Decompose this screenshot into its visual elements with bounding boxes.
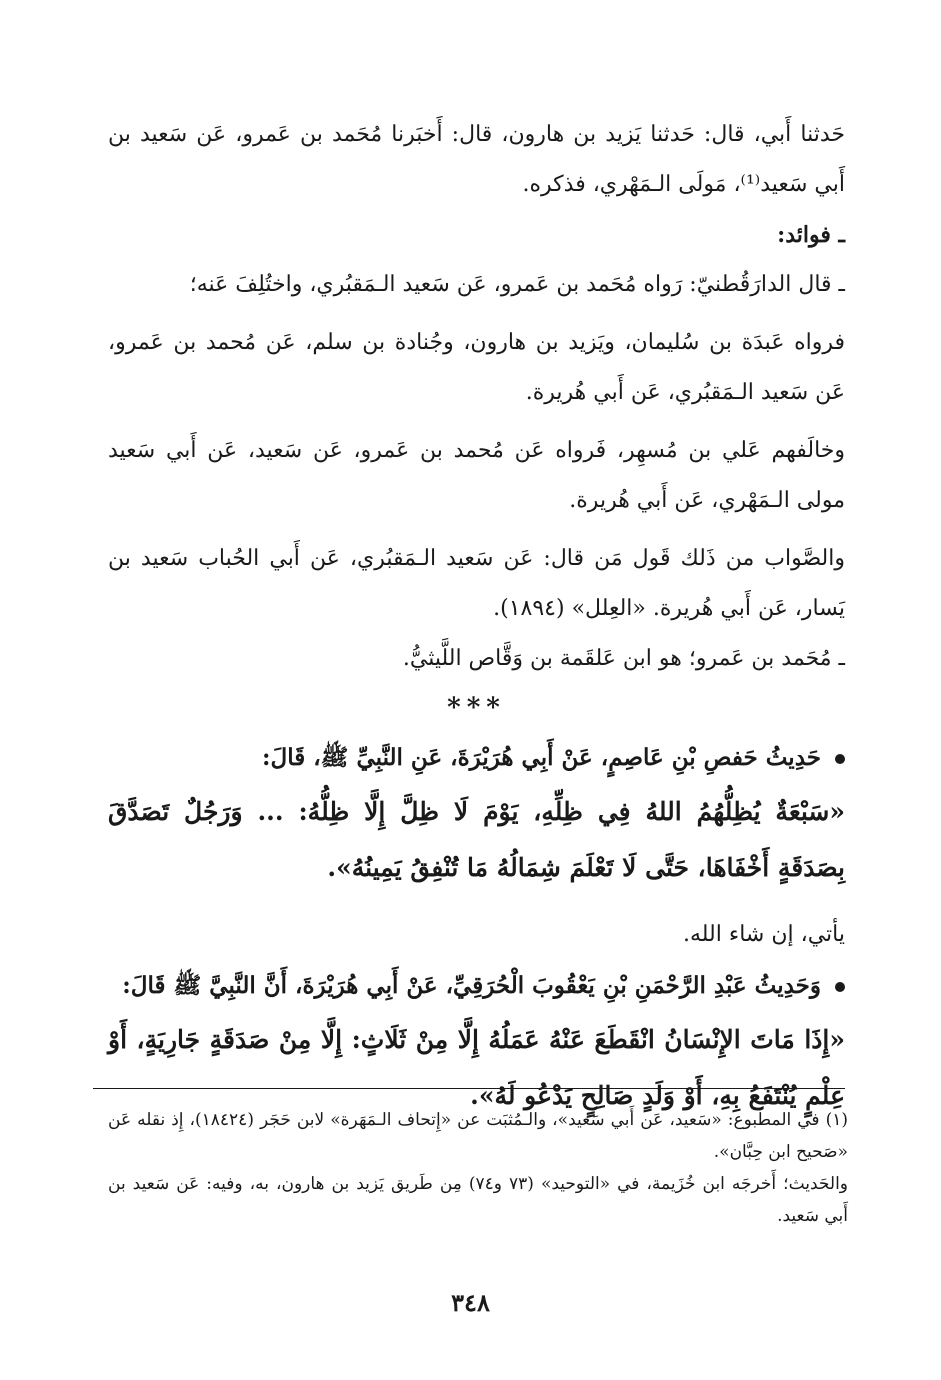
hadith-2-intro [108,960,845,1012]
yati-note: يأتي، إن شاء الله. [682,922,845,947]
footnote-1: (١) في المطبوع: «سَعيد، عَن أَبي سَعيد»، والـمُثبَت عن «إِتحاف الـمَهَرة» لابن حَجَر (١٨٤٢٤)، إِذ نقله عَن «صَحيح ابن حِبَّان». [108,1110,848,1162]
hadith-1-intro-text: حَدِيثُ حَفصِ بْنِ عَاصِمٍ، عَنْ أَبِي هُرَيْرَةَ، عَنِ النَّبِيِّ ﷺ، قَالَ: [262,744,821,771]
hadith-1-text: «سَبْعَةٌ يُظِلُّهُمُ اللهُ فِي ظِلِّهِ، يَوْمَ لَا ظِلَّ إِلَّا ظِلُّهُ: ... وَرَجُلٌ تَصَدَّقَ بِصَدَقَةٍ أَخْفَاهَا، حَتَّى لَا تَعْلَمَ شِمَالُهُ مَا تُنْفِقُ يَمِينُهُ». [108,797,845,882]
footnote-1-continued: والحَديث؛ أَخرجَه ابن خُزَيمة، في «التوحيد» (٧٣ و٧٤) مِن طَريق يَزيد بن هارون، به، وفيه: عَن سَعيد بن أَبي سَعيد. [108,1174,849,1226]
bullet-icon [835,982,845,992]
section-separator: *** [447,693,506,723]
hadith-1-intro [108,732,845,784]
fawaid-heading: ـ فوائد: [777,222,845,248]
chain-paragraph: حَدثنا أَبي، قال: حَدثنا يَزيد بن هارون، قال: أَخبَرنا مُحَمد بن عَمرو، عَن سَعيد بن أَبي سَعيد⁽¹⁾، مَولَى الـمَهْري، فذكره. [108,122,845,197]
hadith-2-intro-text: وَحَدِيثُ عَبْدِ الرَّحْمَنِ بْنِ يَعْقُوبَ الْحُرَقِيِّ، عَنْ أَبِي هُرَيْرَةَ، أَنَّ النَّبِيَّ ﷺ قَالَ: [122,972,821,999]
bullet-icon [835,754,845,764]
page-number: ٣٤٨ [451,1288,490,1317]
footnotes [108,1104,848,1232]
footnote-divider [93,1088,845,1089]
narrators-paragraph: فرواه عَبدَة بن سُليمان، ويَزيد بن هارون، وجُنادة بن سلم، عَن مُحمد بن عَمرو، عَن سَعيد الـمَقبُري، عَن أَبي هُريرة. [108,330,845,405]
daraqutni-paragraph: ـ قال الدارَقُطنيّ: رَواه مُحَمد بن عَمرو، عَن سَعيد الـمَقبُري، واختُلِفَ عَنه؛ [189,272,845,297]
main-text [108,110,845,1124]
contradiction-paragraph: وخالَفهم عَلي بن مُسهِر، فَرواه عَن مُحمد بن عَمرو، عَن سَعيد، عَن أَبي سَعيد مولى الـمَهْري، عَن أَبي هُريرة. [108,438,845,513]
hadith-2-text: «إِذَا مَاتَ الإِنْسَانُ انْقَطَعَ عَنْهُ عَمَلُهُ إِلَّا مِنْ ثَلَاثٍ: إِلَّا مِنْ صَدَقَةٍ جَارِيَةٍ، أَوْ عِلْمٍ يُنْتَفَعُ بِهِ، أَوْ وَلَدٍ صَالِحٍ يَدْعُو لَهُ». [108,1025,845,1110]
correct-view-paragraph: والصَّواب من ذَلك قَول مَن قال: عَن سَعيد الـمَقبُري، عَن أَبي الحُباب سَعيد بن يَسار، عَن أَبي هُريرة. «العِلل» (١٨٩٤). [108,546,845,621]
narrator-note-paragraph: ـ مُحَمد بن عَمرو؛ هو ابن عَلقَمة بن وَقَّاص اللَّيثيُّ. [402,646,845,671]
